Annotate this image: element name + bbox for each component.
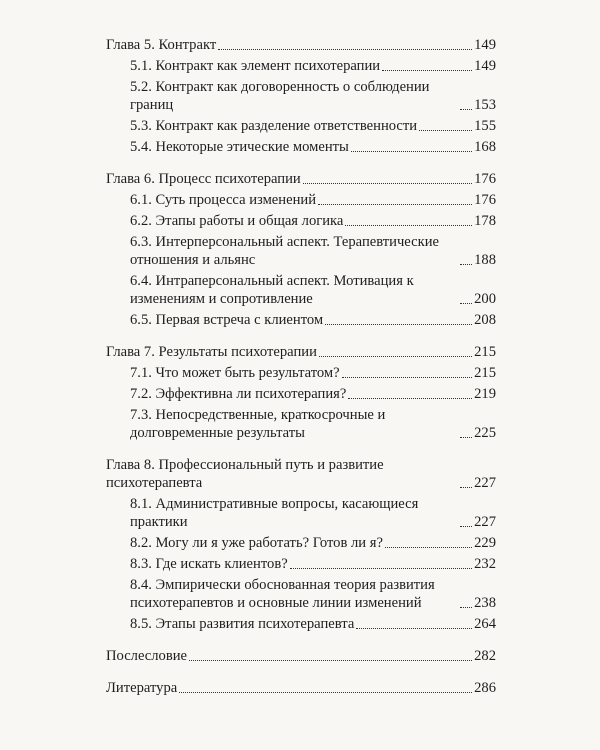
dot-leader <box>351 151 472 152</box>
toc-entry-title: 6.2. Этапы работы и общая логика <box>130 213 344 229</box>
toc-subentry <box>106 57 496 75</box>
dot-leader <box>319 356 472 357</box>
dot-leader <box>348 398 472 399</box>
toc-entry-page: 215 <box>474 365 496 381</box>
dot-leader <box>460 526 472 527</box>
table-of-contents <box>106 36 496 711</box>
dot-leader <box>460 109 472 110</box>
toc-chapter-8 <box>106 456 496 633</box>
toc-subentry <box>106 534 496 552</box>
toc-subentry <box>106 406 496 442</box>
toc-entry <box>106 456 496 492</box>
toc-entry-page: 176 <box>474 192 496 208</box>
toc-entry-title: 6.4. Интраперсональный аспект. Мотивация к изменениям и сопротивление <box>130 273 414 307</box>
toc-entry-page: 178 <box>474 213 496 229</box>
toc-entry-title: 8.2. Могу ли я уже работать? Готов ли я? <box>130 535 383 551</box>
dot-leader <box>345 225 472 226</box>
toc-entry-page: 229 <box>474 535 496 551</box>
toc-entry-page: 149 <box>474 58 496 74</box>
toc-entry-title: 8.1. Административные вопросы, касающиеся практики <box>130 496 419 530</box>
toc-entry-title: 5.1. Контракт как элемент психотерапии <box>130 58 381 74</box>
dot-leader <box>382 70 472 71</box>
toc-entry-title: Глава 6. Процесс психотерапии <box>106 171 301 187</box>
toc-entry-title: Литература <box>106 680 178 696</box>
toc-entry-page: 155 <box>474 118 496 134</box>
toc-subentry <box>106 495 496 531</box>
toc-subentry <box>106 555 496 573</box>
toc-entry-page: 153 <box>474 97 496 113</box>
dot-leader <box>218 49 472 50</box>
toc-entry-title: 8.4. Эмпирически обоснованная теория развития психотерапевтов и основные линии изменений <box>130 577 435 611</box>
toc-entry-page: 188 <box>474 252 496 268</box>
dot-leader <box>419 130 472 131</box>
toc-entry-title: 8.5. Этапы развития психотерапевта <box>130 616 355 632</box>
toc-entry-page: 225 <box>474 425 496 441</box>
toc-entry-title: Послесловие <box>106 648 188 664</box>
toc-entry <box>106 170 496 188</box>
toc-entry-page: 215 <box>474 344 496 360</box>
toc-subentry <box>106 191 496 209</box>
dot-leader <box>356 628 472 629</box>
toc-entry-page: 238 <box>474 595 496 611</box>
toc-entry-title: Глава 7. Результаты психотерапии <box>106 344 317 360</box>
dot-leader <box>290 568 472 569</box>
toc-subentry <box>106 117 496 135</box>
toc-entry-page: 286 <box>474 680 496 696</box>
toc-entry-page: 219 <box>474 386 496 402</box>
toc-entry <box>106 647 496 665</box>
dot-leader <box>303 183 472 184</box>
toc-afterword <box>106 647 496 665</box>
toc-subentry <box>106 138 496 156</box>
toc-subentry <box>106 78 496 114</box>
toc-entry <box>106 36 496 54</box>
toc-entry-page: 168 <box>474 139 496 155</box>
dot-leader <box>460 607 472 608</box>
dot-leader <box>460 437 472 438</box>
toc-entry-title: Глава 8. Профессиональный путь и развитие психотерапевта <box>106 457 384 491</box>
toc-entry-title: 7.2. Эффективна ли психотерапия? <box>130 386 347 402</box>
toc-entry-title: 8.3. Где искать клиентов? <box>130 556 288 572</box>
toc-subentry <box>106 311 496 329</box>
toc-entry-page: 149 <box>474 37 496 53</box>
dot-leader <box>179 692 472 693</box>
toc-entry <box>106 679 496 697</box>
dot-leader <box>325 324 472 325</box>
toc-entry-title: 5.4. Некоторые этические моменты <box>130 139 349 155</box>
toc-subentry <box>106 364 496 382</box>
toc-subentry <box>106 576 496 612</box>
dot-leader <box>460 303 472 304</box>
toc-entry-page: 200 <box>474 291 496 307</box>
toc-entry-page: 264 <box>474 616 496 632</box>
dot-leader <box>460 487 472 488</box>
toc-subentry <box>106 233 496 269</box>
toc-entry-title: 5.2. Контракт как договоренность о соблюдении границ <box>130 79 430 113</box>
toc-chapter-6 <box>106 170 496 329</box>
toc-entry-page: 227 <box>474 514 496 530</box>
toc-subentry <box>106 385 496 403</box>
toc-entry-title: 5.3. Контракт как разделение ответственности <box>130 118 418 134</box>
toc-subentry <box>106 212 496 230</box>
toc-entry-page: 176 <box>474 171 496 187</box>
toc-entry-title: 6.5. Первая встреча с клиентом <box>130 312 324 328</box>
toc-entry-title: Глава 5. Контракт <box>106 37 217 53</box>
dot-leader <box>342 377 472 378</box>
dot-leader <box>189 660 472 661</box>
toc-entry-page: 227 <box>474 475 496 491</box>
toc-entry-page: 208 <box>474 312 496 328</box>
toc-entry-title: 6.1. Суть процесса изменений <box>130 192 316 208</box>
toc-entry-title: 6.3. Интерперсональный аспект. Терапевтические отношения и альянс <box>130 234 439 268</box>
dot-leader <box>318 204 472 205</box>
toc-entry <box>106 343 496 361</box>
toc-entry-page: 282 <box>474 648 496 664</box>
toc-chapter-7 <box>106 343 496 442</box>
toc-subentry <box>106 272 496 308</box>
toc-entry-title: 7.3. Непосредственные, краткосрочные и долговременные результаты <box>130 407 386 441</box>
toc-references <box>106 679 496 697</box>
toc-subentry <box>106 615 496 633</box>
toc-entry-title: 7.1. Что может быть результатом? <box>130 365 340 381</box>
toc-chapter-5 <box>106 36 496 156</box>
toc-entry-page: 232 <box>474 556 496 572</box>
dot-leader <box>385 547 472 548</box>
dot-leader <box>460 264 472 265</box>
